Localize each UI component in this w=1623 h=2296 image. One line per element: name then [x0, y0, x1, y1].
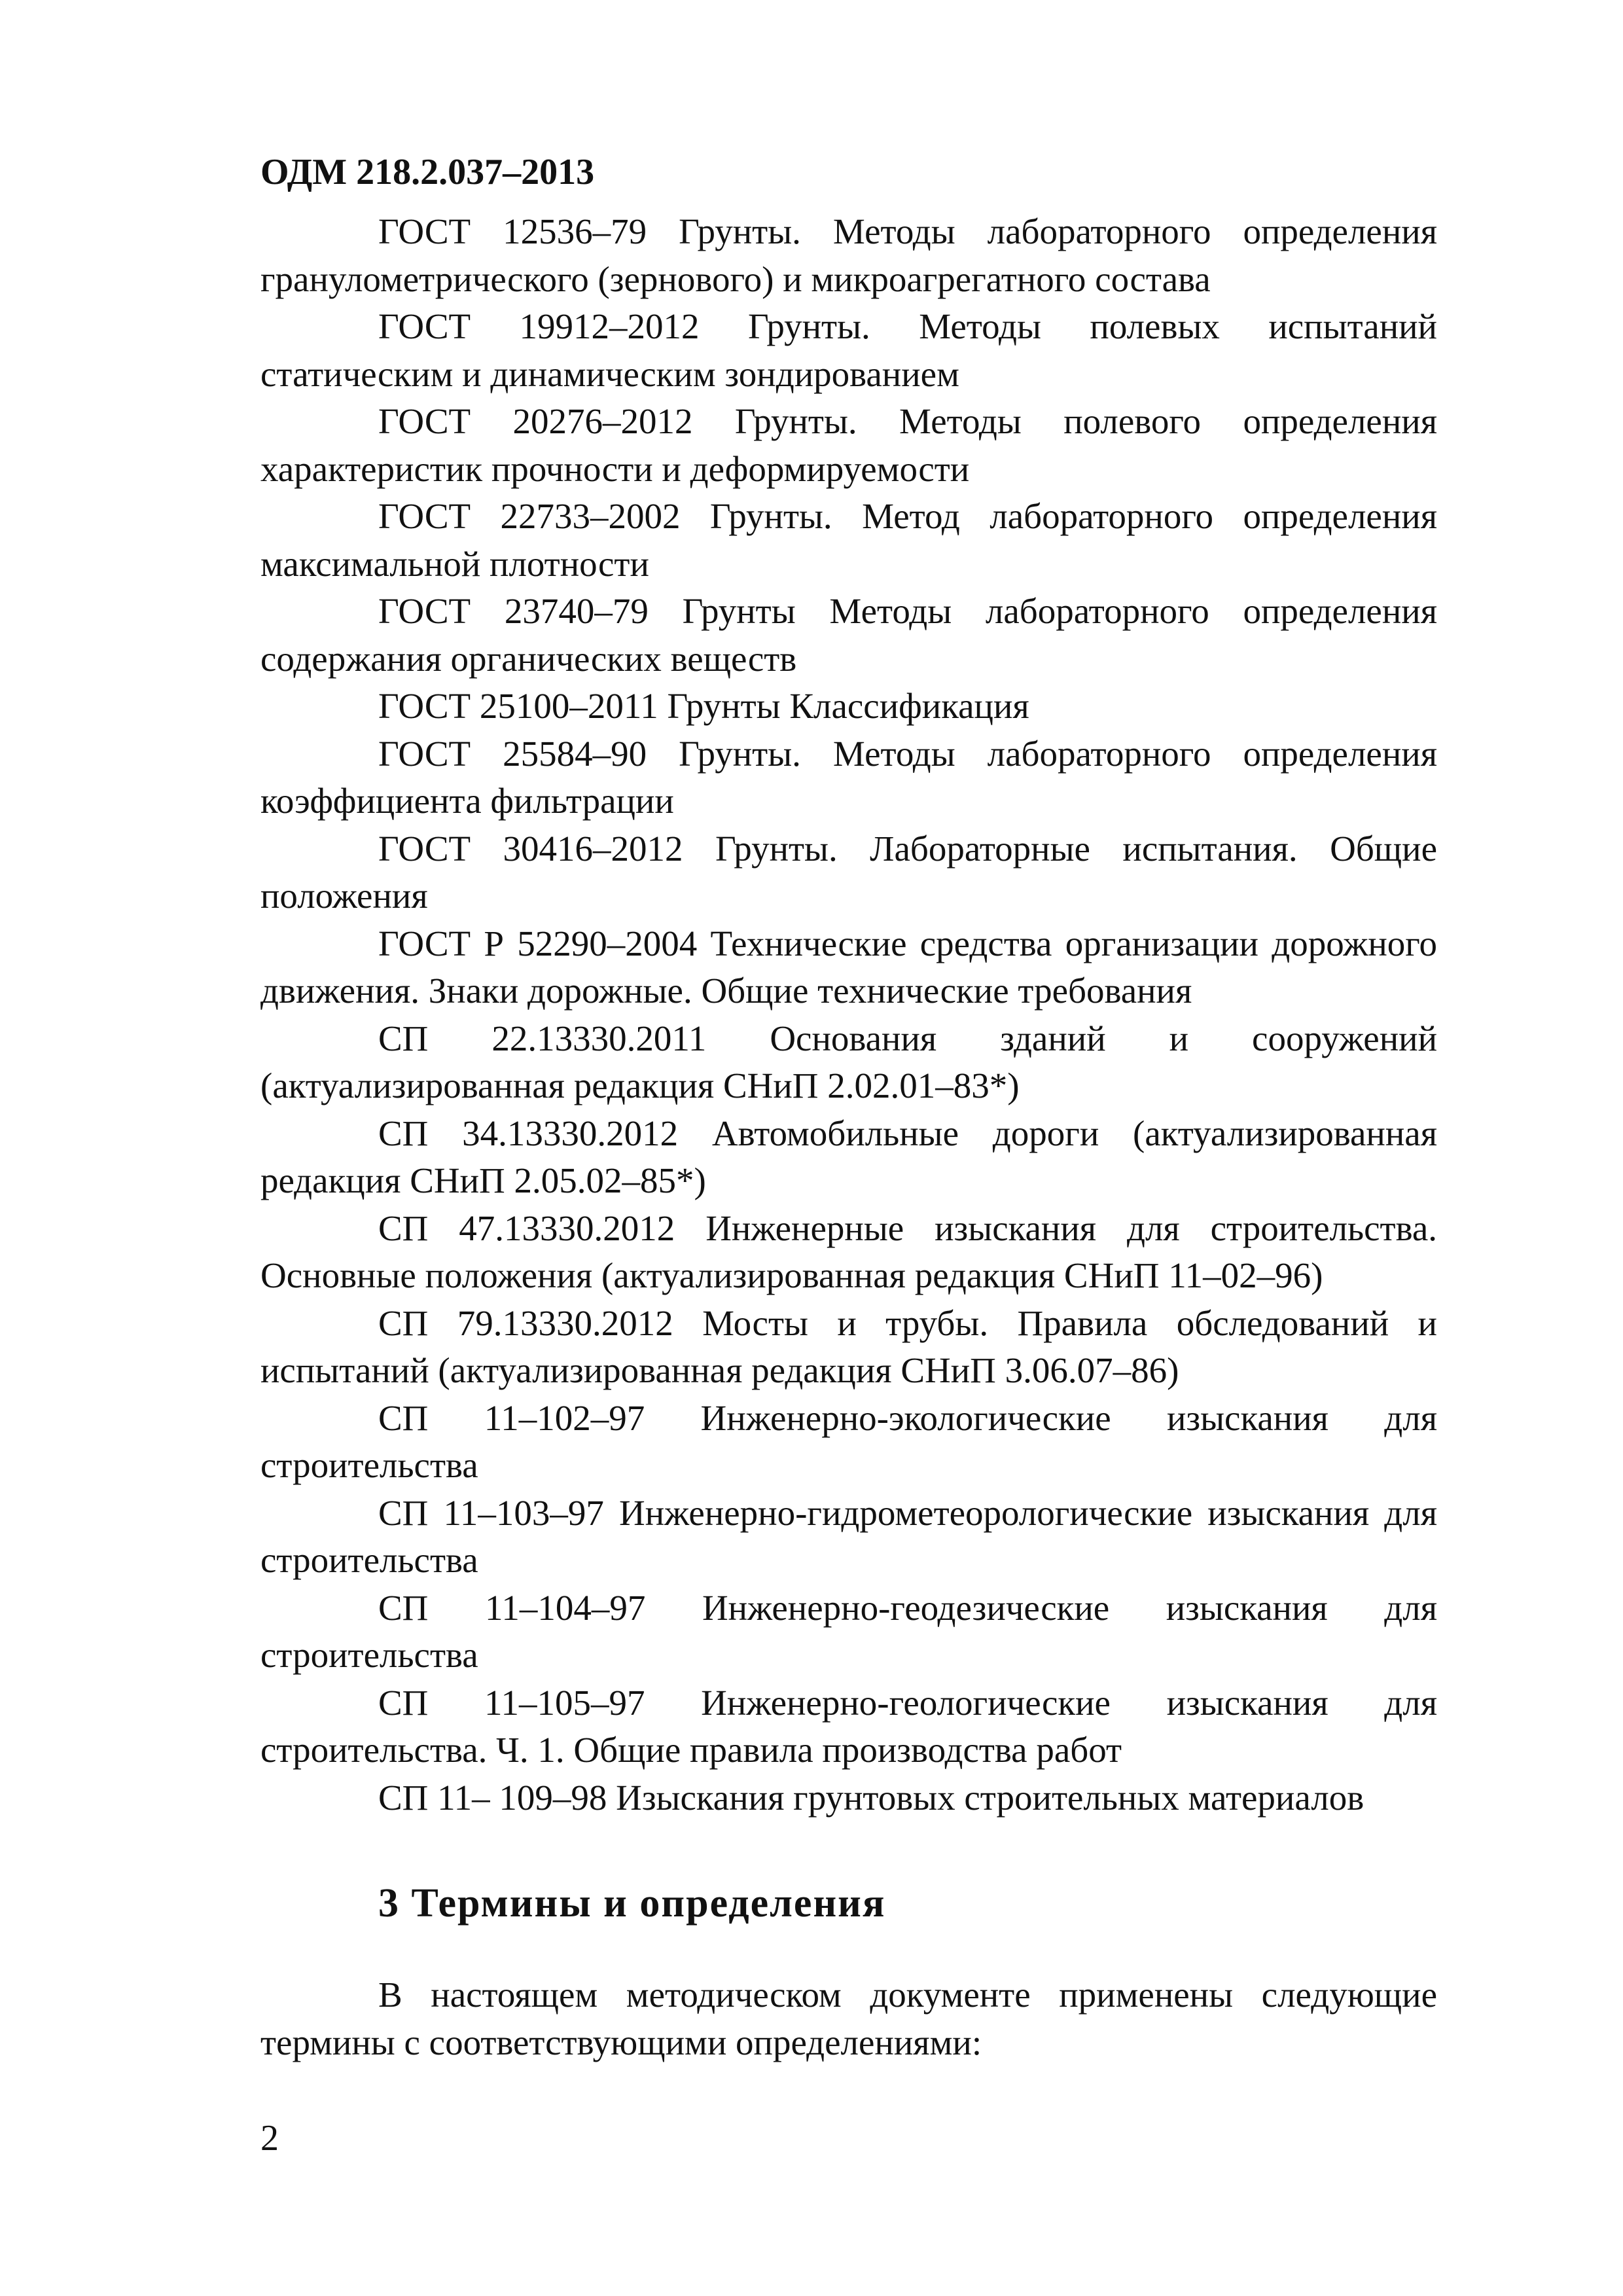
section-intro-paragraph: В настоящем методическом документе применены следующие термины с соответствующими определениями: [260, 1975, 1437, 2062]
page-number: 2 [260, 2118, 279, 2159]
reference-item: ГОСТ 30416–2012 Грунты. Лабораторные испытания. Общие положения [260, 828, 1437, 916]
normative-references-list [260, 208, 1437, 1821]
section-heading: 3 Термины и определения [378, 1881, 886, 1926]
reference-item: СП 34.13330.2012 Автомобильные дороги (актуализированная редакция СНиП 2.05.02–85*) [260, 1113, 1437, 1200]
reference-item: СП 22.13330.2011 Основания зданий и сооружений (актуализированная редакция СНиП 2.02.01–83*) [260, 1018, 1437, 1105]
reference-item: ГОСТ 12536–79 Грунты. Методы лабораторного определения гранулометрического (зернового) и микроагрегатного состава [260, 211, 1437, 299]
reference-item: СП 11– 109–98 Изыскания грунтовых строительных материалов [378, 1777, 1364, 1818]
reference-item: СП 11–105–97 Инженерно-геологические изыскания для строительства. Ч. 1. Общие правила производства работ [260, 1682, 1437, 1770]
reference-item: ГОСТ 22733–2002 Грунты. Метод лабораторного определения максимальной плотности [260, 496, 1437, 584]
reference-item: ГОСТ 20276–2012 Грунты. Методы полевого определения характеристик прочности и деформируемости [260, 401, 1437, 489]
reference-item: СП 11–104–97 Инженерно-геодезические изыскания для строительства [260, 1587, 1437, 1675]
document-code-header: ОДМ 218.2.037–2013 [260, 152, 595, 192]
reference-item: СП 11–102–97 Инженерно-экологические изыскания для строительства [260, 1397, 1437, 1485]
reference-item: СП 11–103–97 Инженерно-гидрометеорологические изыскания для строительства [260, 1492, 1437, 1580]
reference-item: ГОСТ 19912–2012 Грунты. Методы полевых испытаний статическим и динамическим зондированием [260, 306, 1437, 394]
reference-item: СП 47.13330.2012 Инженерные изыскания для строительства. Основные положения (актуализированная редакция СНиП 11–02–96) [260, 1208, 1437, 1295]
reference-item: ГОСТ 25100–2011 Грунты Классификация [378, 686, 1029, 726]
reference-item: ГОСТ 25584–90 Грунты. Методы лабораторного определения коэффициента фильтрации [260, 733, 1437, 821]
reference-item: ГОСТ 23740–79 Грунты Методы лабораторного определения содержания органических веществ [260, 591, 1437, 679]
reference-item: ГОСТ Р 52290–2004 Технические средства организации дорожного движения. Знаки дорожные. Общие технические требования [260, 923, 1437, 1011]
reference-item: СП 79.13330.2012 Мосты и трубы. Правила обследований и испытаний (актуализированная редакция СНиП 3.06.07–86) [260, 1302, 1437, 1390]
